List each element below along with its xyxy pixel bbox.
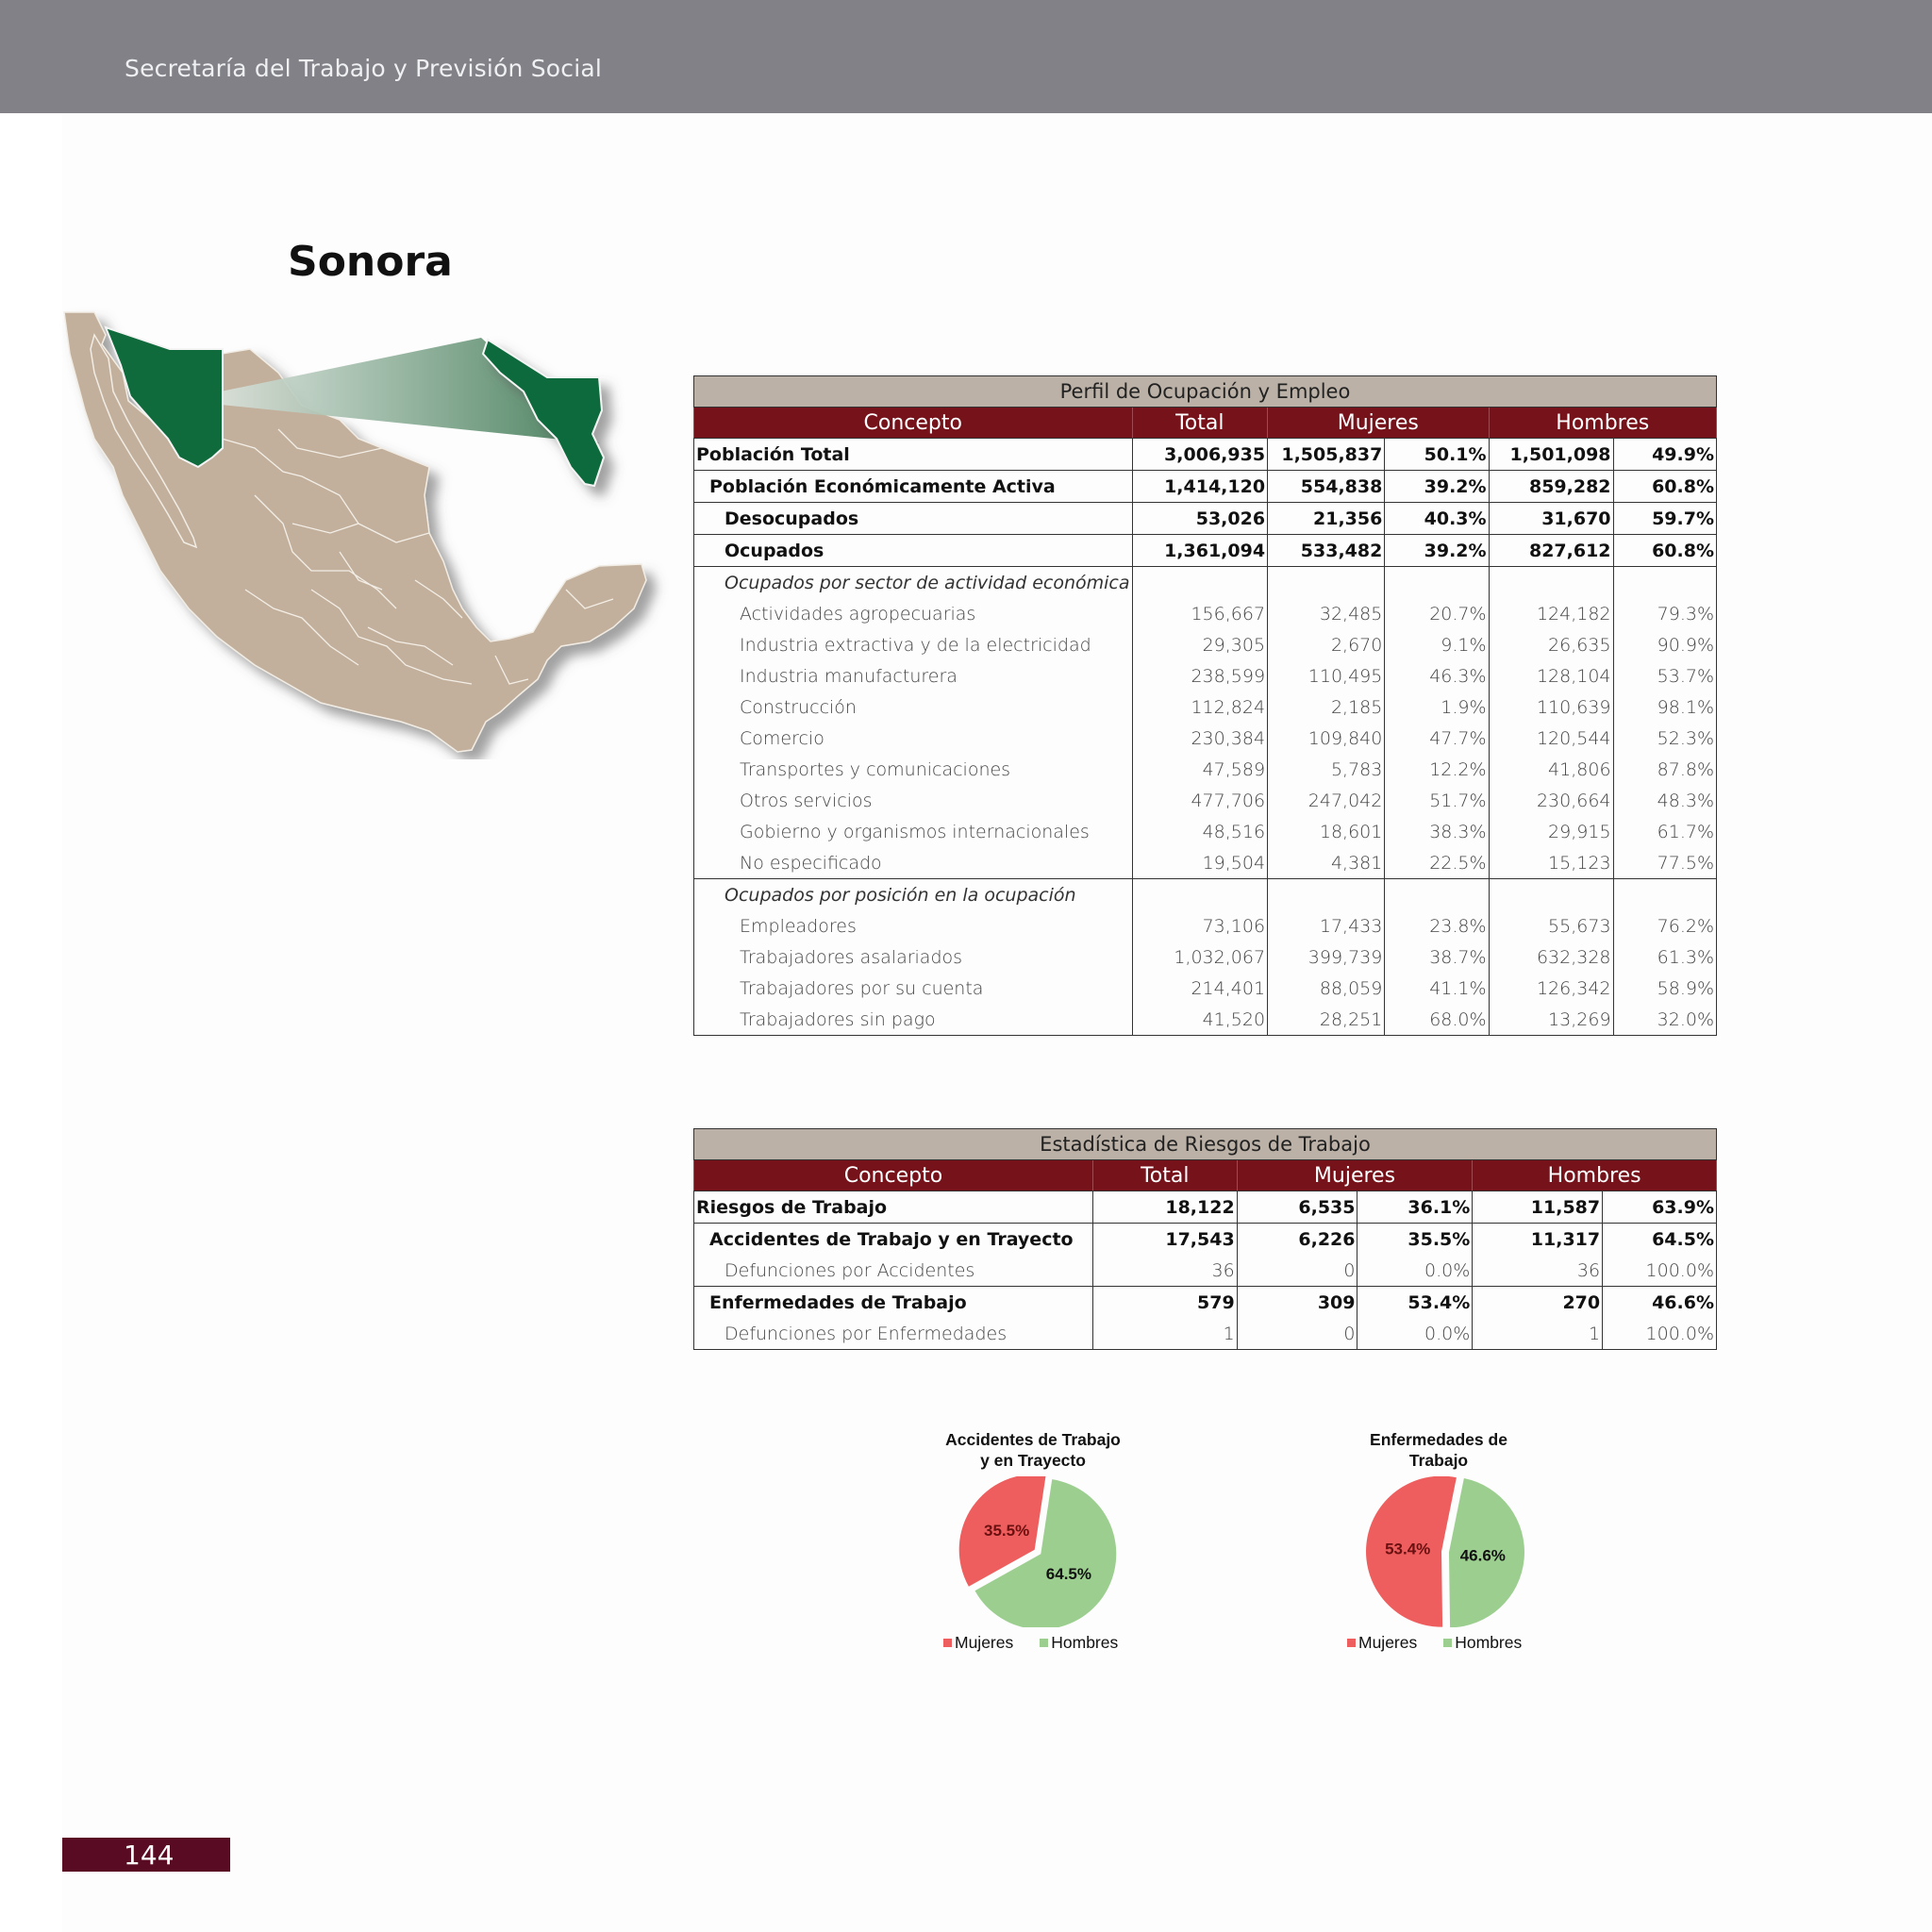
cell-hombres-pct: 49.9% bbox=[1613, 439, 1716, 471]
cell-mujeres-pct: 40.3% bbox=[1385, 503, 1489, 535]
cell-hombres: 110,639 bbox=[1489, 691, 1613, 723]
row-label: Accidentes de Trabajo y en Trayecto bbox=[694, 1224, 1093, 1256]
cell-mujeres: 6,535 bbox=[1237, 1191, 1357, 1224]
legend-swatch-hombres bbox=[1040, 1639, 1048, 1647]
row-label: Riesgos de Trabajo bbox=[694, 1191, 1093, 1224]
row-label: Industria manufacturera bbox=[694, 660, 1133, 691]
perfil-table bbox=[693, 375, 1717, 1036]
cell-total: 29,305 bbox=[1132, 629, 1268, 660]
cell-empty bbox=[1268, 567, 1385, 599]
table-row bbox=[694, 1224, 1717, 1256]
cell-mujeres-pct: 22.5% bbox=[1385, 847, 1489, 879]
cell-hombres-pct: 53.7% bbox=[1613, 660, 1716, 691]
cell-total: 1 bbox=[1092, 1318, 1237, 1350]
cell-mujeres: 21,356 bbox=[1268, 503, 1385, 535]
col-concepto: Concepto bbox=[694, 1160, 1093, 1191]
cell-empty bbox=[1268, 879, 1385, 911]
cell-hombres: 124,182 bbox=[1489, 598, 1613, 629]
cell-mujeres: 1,505,837 bbox=[1268, 439, 1385, 471]
cell-mujeres: 18,601 bbox=[1268, 816, 1385, 847]
cell-total: 214,401 bbox=[1132, 973, 1268, 1004]
cell-mujeres-pct: 39.2% bbox=[1385, 535, 1489, 567]
cell-hombres: 1,501,098 bbox=[1489, 439, 1613, 471]
row-label: Gobierno y organismos internacionales bbox=[694, 816, 1133, 847]
col-concepto: Concepto bbox=[694, 408, 1133, 439]
cell-hombres-pct: 60.8% bbox=[1613, 471, 1716, 503]
pie-enfermedades-title-line2: Trabajo bbox=[1408, 1451, 1469, 1470]
table-row bbox=[694, 1004, 1717, 1036]
cell-total: 579 bbox=[1092, 1287, 1237, 1319]
row-label: Industria extractiva y de la electricidad bbox=[694, 629, 1133, 660]
row-label: No especificado bbox=[694, 847, 1133, 879]
legend-mujeres bbox=[1347, 1633, 1417, 1652]
cell-mujeres-pct: 23.8% bbox=[1385, 910, 1489, 941]
cell-hombres: 1 bbox=[1473, 1318, 1603, 1350]
cell-total: 230,384 bbox=[1132, 723, 1268, 754]
pie-accidentes-title-line2: y en Trayecto bbox=[980, 1451, 1086, 1470]
pie-enfermedades-legend bbox=[1347, 1633, 1548, 1653]
cell-total: 112,824 bbox=[1132, 691, 1268, 723]
table-row bbox=[694, 691, 1717, 723]
table-row bbox=[694, 723, 1717, 754]
cell-total: 1,032,067 bbox=[1132, 941, 1268, 973]
table-row bbox=[694, 847, 1717, 879]
pie-label-mujeres: 53.4% bbox=[1385, 1540, 1431, 1558]
row-label: Trabajadores sin pago bbox=[694, 1004, 1133, 1036]
cell-total: 1,361,094 bbox=[1132, 535, 1268, 567]
cell-mujeres: 88,059 bbox=[1268, 973, 1385, 1004]
row-label: Defunciones por Accidentes bbox=[694, 1255, 1093, 1287]
cell-mujeres-pct: 38.7% bbox=[1385, 941, 1489, 973]
cell-mujeres: 554,838 bbox=[1268, 471, 1385, 503]
cell-mujeres: 5,783 bbox=[1268, 754, 1385, 785]
cell-empty bbox=[1613, 567, 1716, 599]
row-label: Otros servicios bbox=[694, 785, 1133, 816]
cell-hombres: 126,342 bbox=[1489, 973, 1613, 1004]
cell-mujeres: 2,670 bbox=[1268, 629, 1385, 660]
legend-hombres bbox=[1443, 1633, 1522, 1652]
row-label: Enfermedades de Trabajo bbox=[694, 1287, 1093, 1319]
cell-empty bbox=[1489, 567, 1613, 599]
legend-swatch-mujeres bbox=[943, 1639, 952, 1647]
page-number: 144 bbox=[124, 1840, 175, 1871]
cell-mujeres: 0 bbox=[1237, 1255, 1357, 1287]
table-row bbox=[694, 879, 1717, 911]
cell-hombres-pct: 59.7% bbox=[1613, 503, 1716, 535]
cell-hombres-pct: 48.3% bbox=[1613, 785, 1716, 816]
row-label: Empleadores bbox=[694, 910, 1133, 941]
legend-swatch-mujeres bbox=[1347, 1639, 1356, 1647]
legend-mujeres bbox=[943, 1633, 1013, 1652]
cell-total: 47,589 bbox=[1132, 754, 1268, 785]
cell-hombres: 11,587 bbox=[1473, 1191, 1603, 1224]
cell-hombres-pct: 58.9% bbox=[1613, 973, 1716, 1004]
legend-hombres-label: Hombres bbox=[1455, 1633, 1523, 1652]
cell-mujeres-pct: 0.0% bbox=[1357, 1255, 1473, 1287]
cell-mujeres-pct: 53.4% bbox=[1357, 1287, 1473, 1319]
cell-total: 18,122 bbox=[1092, 1191, 1237, 1224]
cell-empty bbox=[1132, 879, 1268, 911]
row-label: Población Económicamente Activa bbox=[694, 471, 1133, 503]
table-row bbox=[694, 785, 1717, 816]
cell-total: 1,414,120 bbox=[1132, 471, 1268, 503]
cell-mujeres-pct: 46.3% bbox=[1385, 660, 1489, 691]
cell-mujeres: 32,485 bbox=[1268, 598, 1385, 629]
row-label: Trabajadores asalariados bbox=[694, 941, 1133, 973]
row-label: Actividades agropecuarias bbox=[694, 598, 1133, 629]
agency-name: Secretaría del Trabajo y Previsión Social bbox=[125, 55, 603, 82]
cell-mujeres-pct: 50.1% bbox=[1385, 439, 1489, 471]
cell-hombres-pct: 77.5% bbox=[1613, 847, 1716, 879]
cell-mujeres: 247,042 bbox=[1268, 785, 1385, 816]
cell-mujeres-pct: 36.1% bbox=[1357, 1191, 1473, 1224]
cell-mujeres-pct: 35.5% bbox=[1357, 1224, 1473, 1256]
pie-accidentes-title bbox=[920, 1429, 1146, 1471]
cell-hombres: 859,282 bbox=[1489, 471, 1613, 503]
cell-mujeres-pct: 9.1% bbox=[1385, 629, 1489, 660]
pie-enfermedades-title-line1: Enfermedades de bbox=[1370, 1430, 1507, 1449]
cell-empty bbox=[1385, 567, 1489, 599]
cell-mujeres: 0 bbox=[1237, 1318, 1357, 1350]
cell-hombres: 15,123 bbox=[1489, 847, 1613, 879]
table-row bbox=[694, 910, 1717, 941]
cell-hombres: 120,544 bbox=[1489, 723, 1613, 754]
cell-mujeres-pct: 41.1% bbox=[1385, 973, 1489, 1004]
cell-mujeres-pct: 0.0% bbox=[1357, 1318, 1473, 1350]
riesgos-title: Estadística de Riesgos de Trabajo bbox=[694, 1129, 1717, 1160]
cell-mujeres-pct: 38.3% bbox=[1385, 816, 1489, 847]
cell-empty bbox=[1613, 879, 1716, 911]
cell-total: 73,106 bbox=[1132, 910, 1268, 941]
cell-hombres: 41,806 bbox=[1489, 754, 1613, 785]
row-label: Construcción bbox=[694, 691, 1133, 723]
cell-empty bbox=[1489, 879, 1613, 911]
cell-mujeres: 17,433 bbox=[1268, 910, 1385, 941]
table-row bbox=[694, 1255, 1717, 1287]
cell-hombres-pct: 32.0% bbox=[1613, 1004, 1716, 1036]
cell-mujeres-pct: 39.2% bbox=[1385, 471, 1489, 503]
cell-hombres-pct: 100.0% bbox=[1603, 1255, 1717, 1287]
cell-mujeres-pct: 1.9% bbox=[1385, 691, 1489, 723]
col-mujeres: Mujeres bbox=[1237, 1160, 1473, 1191]
pie-label-hombres: 64.5% bbox=[1045, 1564, 1091, 1583]
cell-hombres: 128,104 bbox=[1489, 660, 1613, 691]
cell-hombres-pct: 98.1% bbox=[1613, 691, 1716, 723]
pie-accidentes-title-line1: Accidentes de Trabajo bbox=[945, 1430, 1121, 1449]
cell-hombres: 26,635 bbox=[1489, 629, 1613, 660]
col-hombres: Hombres bbox=[1489, 408, 1716, 439]
row-label: Población Total bbox=[694, 439, 1133, 471]
pie-accidentes-legend bbox=[943, 1633, 1144, 1653]
cell-hombres-pct: 79.3% bbox=[1613, 598, 1716, 629]
cell-mujeres: 399,739 bbox=[1268, 941, 1385, 973]
cell-total: 3,006,935 bbox=[1132, 439, 1268, 471]
cell-hombres: 632,328 bbox=[1489, 941, 1613, 973]
state-title: Sonora bbox=[288, 238, 453, 286]
cell-mujeres-pct: 12.2% bbox=[1385, 754, 1489, 785]
cell-total: 238,599 bbox=[1132, 660, 1268, 691]
table-row bbox=[694, 503, 1717, 535]
cell-total: 53,026 bbox=[1132, 503, 1268, 535]
page-number-tab bbox=[62, 1838, 230, 1872]
cell-hombres-pct: 52.3% bbox=[1613, 723, 1716, 754]
table-row bbox=[694, 598, 1717, 629]
cell-hombres-pct: 61.3% bbox=[1613, 941, 1716, 973]
cell-total: 36 bbox=[1092, 1255, 1237, 1287]
pie-enfermedades bbox=[1360, 1476, 1530, 1627]
cell-empty bbox=[1385, 879, 1489, 911]
cell-total: 17,543 bbox=[1092, 1224, 1237, 1256]
cell-mujeres: 4,381 bbox=[1268, 847, 1385, 879]
cell-total: 19,504 bbox=[1132, 847, 1268, 879]
cell-mujeres: 28,251 bbox=[1268, 1004, 1385, 1036]
table-row bbox=[694, 660, 1717, 691]
table-row bbox=[694, 973, 1717, 1004]
cell-mujeres-pct: 68.0% bbox=[1385, 1004, 1489, 1036]
riesgos-table bbox=[693, 1128, 1717, 1350]
cell-mujeres-pct: 47.7% bbox=[1385, 723, 1489, 754]
table-row bbox=[694, 1318, 1717, 1350]
cell-hombres-pct: 90.9% bbox=[1613, 629, 1716, 660]
pie-label-hombres: 46.6% bbox=[1459, 1546, 1506, 1565]
cell-hombres-pct: 64.5% bbox=[1603, 1224, 1717, 1256]
cell-mujeres: 109,840 bbox=[1268, 723, 1385, 754]
cell-total: 48,516 bbox=[1132, 816, 1268, 847]
col-total: Total bbox=[1132, 408, 1268, 439]
cell-hombres-pct: 76.2% bbox=[1613, 910, 1716, 941]
pie-label-mujeres: 35.5% bbox=[984, 1522, 1030, 1541]
table-row bbox=[694, 629, 1717, 660]
table-row bbox=[694, 941, 1717, 973]
legend-mujeres-label: Mujeres bbox=[955, 1633, 1014, 1652]
row-label: Ocupados por sector de actividad económica bbox=[694, 567, 1133, 599]
cell-mujeres-pct: 20.7% bbox=[1385, 598, 1489, 629]
cell-hombres-pct: 61.7% bbox=[1613, 816, 1716, 847]
col-total: Total bbox=[1092, 1160, 1237, 1191]
cell-hombres: 55,673 bbox=[1489, 910, 1613, 941]
row-label: Ocupados por posición en la ocupación bbox=[694, 879, 1133, 911]
cell-hombres: 31,670 bbox=[1489, 503, 1613, 535]
legend-hombres-label: Hombres bbox=[1051, 1633, 1119, 1652]
table-row bbox=[694, 816, 1717, 847]
cell-hombres-pct: 87.8% bbox=[1613, 754, 1716, 785]
table-row bbox=[694, 535, 1717, 567]
cell-hombres: 13,269 bbox=[1489, 1004, 1613, 1036]
table-row bbox=[694, 1287, 1717, 1319]
table-row bbox=[694, 754, 1717, 785]
table-row bbox=[694, 567, 1717, 599]
row-label: Desocupados bbox=[694, 503, 1133, 535]
cell-mujeres: 2,185 bbox=[1268, 691, 1385, 723]
perfil-title: Perfil de Ocupación y Empleo bbox=[694, 376, 1717, 408]
col-hombres: Hombres bbox=[1473, 1160, 1717, 1191]
row-label: Comercio bbox=[694, 723, 1133, 754]
legend-hombres bbox=[1040, 1633, 1118, 1652]
cell-hombres: 827,612 bbox=[1489, 535, 1613, 567]
cell-mujeres: 6,226 bbox=[1237, 1224, 1357, 1256]
table-row bbox=[694, 471, 1717, 503]
cell-mujeres-pct: 51.7% bbox=[1385, 785, 1489, 816]
pie-accidentes bbox=[953, 1476, 1123, 1627]
cell-hombres: 29,915 bbox=[1489, 816, 1613, 847]
pie-enfermedades-title bbox=[1325, 1429, 1552, 1471]
cell-mujeres: 533,482 bbox=[1268, 535, 1385, 567]
cell-hombres-pct: 46.6% bbox=[1603, 1287, 1717, 1319]
cell-hombres: 230,664 bbox=[1489, 785, 1613, 816]
row-label: Trabajadores por su cuenta bbox=[694, 973, 1133, 1004]
header-bar bbox=[0, 0, 1932, 113]
cell-mujeres: 110,495 bbox=[1268, 660, 1385, 691]
cell-total: 477,706 bbox=[1132, 785, 1268, 816]
cell-hombres: 36 bbox=[1473, 1255, 1603, 1287]
cell-mujeres: 309 bbox=[1237, 1287, 1357, 1319]
legend-swatch-hombres bbox=[1443, 1639, 1452, 1647]
cell-hombres-pct: 100.0% bbox=[1603, 1318, 1717, 1350]
mexico-map bbox=[57, 307, 679, 759]
cell-hombres-pct: 63.9% bbox=[1603, 1191, 1717, 1224]
row-label: Defunciones por Enfermedades bbox=[694, 1318, 1093, 1350]
legend-mujeres-label: Mujeres bbox=[1358, 1633, 1418, 1652]
cell-total: 41,520 bbox=[1132, 1004, 1268, 1036]
table-row bbox=[694, 439, 1717, 471]
col-mujeres: Mujeres bbox=[1268, 408, 1490, 439]
cell-hombres: 11,317 bbox=[1473, 1224, 1603, 1256]
row-label: Transportes y comunicaciones bbox=[694, 754, 1133, 785]
table-row bbox=[694, 1191, 1717, 1224]
cell-total: 156,667 bbox=[1132, 598, 1268, 629]
row-label: Ocupados bbox=[694, 535, 1133, 567]
cell-hombres-pct: 60.8% bbox=[1613, 535, 1716, 567]
cell-empty bbox=[1132, 567, 1268, 599]
cell-hombres: 270 bbox=[1473, 1287, 1603, 1319]
